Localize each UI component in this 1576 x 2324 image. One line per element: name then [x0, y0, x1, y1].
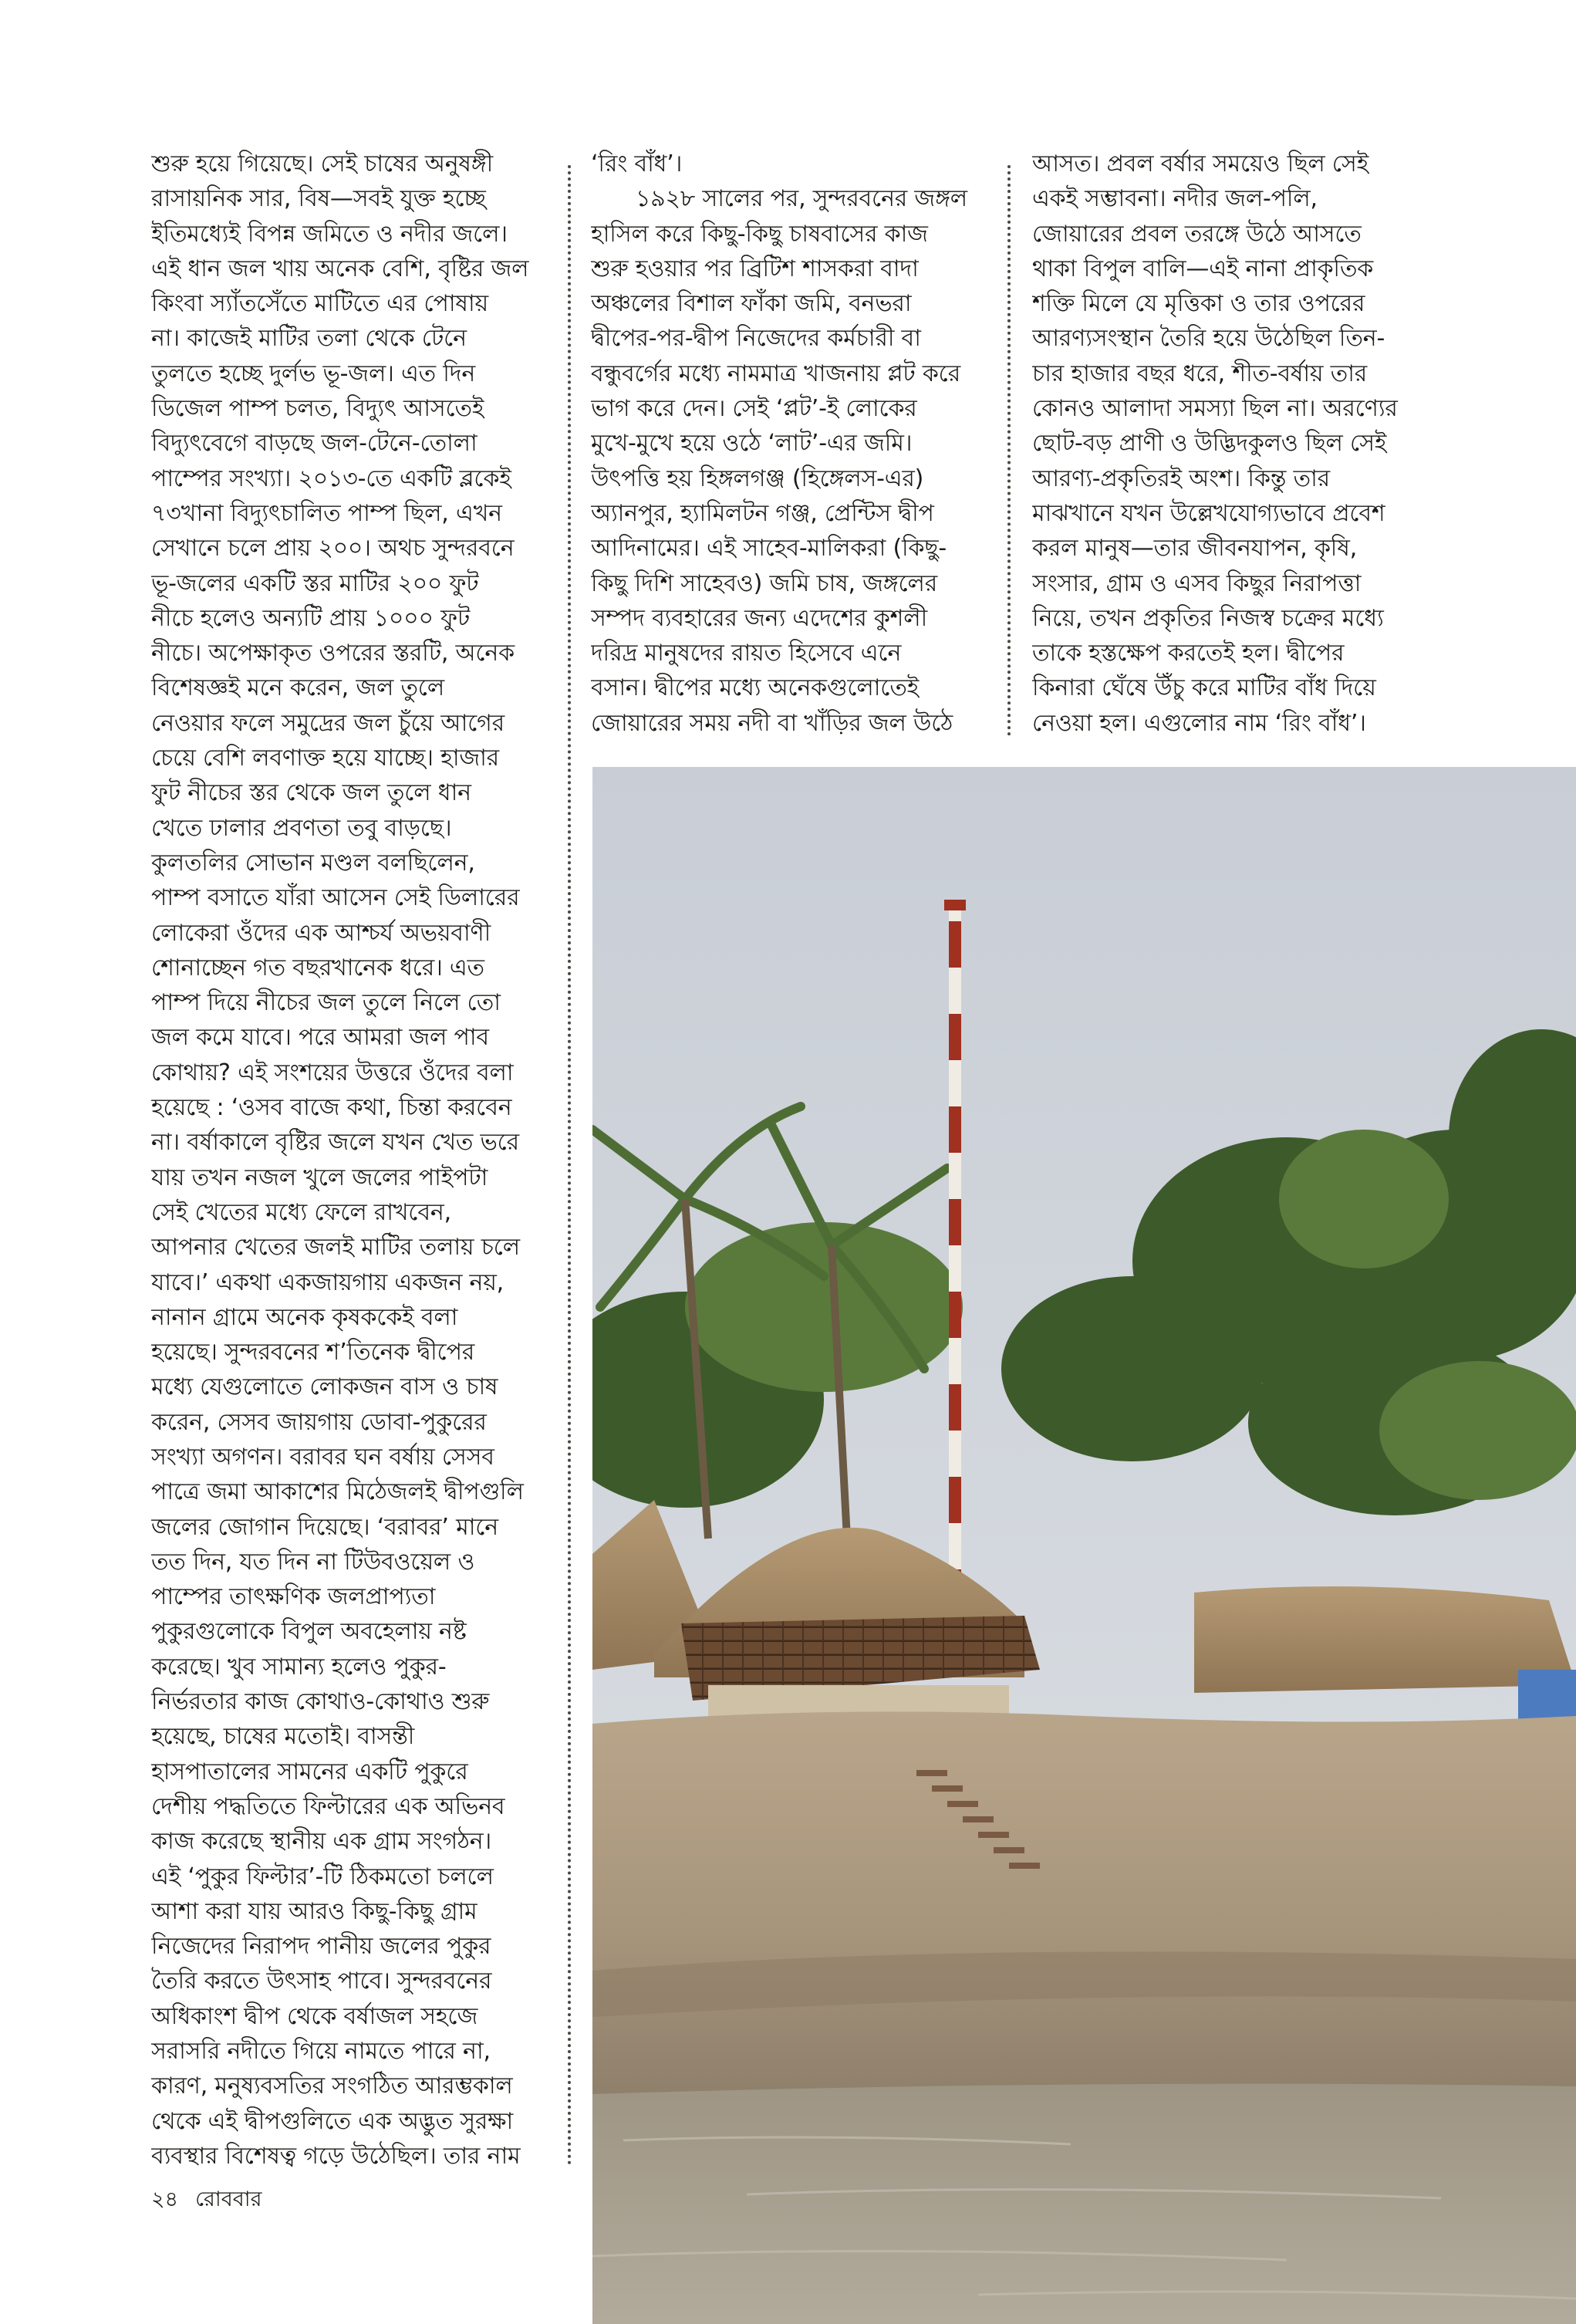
magazine-name: রোববার: [195, 2187, 262, 2211]
column1-line: নীচে। অপেক্ষাকৃত ওপরের স্তরটি, অনেক: [151, 640, 515, 667]
column1-line: সেই খেতের মধ্যে ফেলে রাখবেন,: [151, 1198, 451, 1226]
column1-line: সংখ্যা অগণন। বরাবর ঘন বর্ষায় সেসব: [151, 1443, 494, 1471]
column2-line: দ্বীপের-পর-দ্বীপ নিজেদের কর্মচারী বা: [591, 325, 921, 353]
column2-line: ভাগ করে দেন। সেই ‘প্লট’-ই লোকের: [591, 395, 917, 423]
column3-line: থাকা বিপুল বালি—এই নানা প্রাকৃতিক: [1032, 255, 1374, 282]
column1-line: কাজ করেছে স্থানীয় এক গ্রাম সংগঠন।: [151, 1828, 492, 1856]
column3-line: আরণ্য-প্রকৃতিরই অংশ। কিন্তু তার: [1032, 464, 1330, 492]
column1-line: যায় তখন নজল খুলে জলের পাইপটা: [151, 1164, 488, 1191]
column1-line: হাসপাতালের সামনের একটি পুকুরে: [151, 1758, 468, 1785]
column2-line: অ্যানপুর, হ্যামিলটন গঞ্জ, প্রেন্টিস দ্বীপ: [591, 499, 934, 527]
column1-line: অধিকাংশ দ্বীপ থেকে বর্ষাজল সহজে: [151, 2002, 478, 2030]
column1-line: পাত্রে জমা আকাশের মিঠেজলই দ্বীপগুলি: [151, 1478, 524, 1506]
column2-line: কিছু দিশি সাহেবও) জমি চাষ, জঙ্গলের: [591, 569, 938, 597]
column2-line: আদিনামের। এই সাহেব-মালিকরা (কিছু-: [591, 535, 947, 562]
column1-line: না। কাজেই মাটির তলা থেকে টেনে: [151, 325, 467, 353]
column1-line: ডিজেল পাম্প চলত, বিদ্যুৎ আসতেই: [151, 395, 484, 423]
column1-line: আশা করা যায় আরও কিছু-কিছু গ্রাম: [151, 1897, 478, 1925]
column2-line: দরিদ্র মানুষদের রায়ত হিসেবে এনে: [591, 640, 902, 667]
page-folio: [151, 2184, 278, 2218]
column1-line: দেশীয় পদ্ধতিতে ফিল্টারের এক অভিনব: [151, 1792, 505, 1820]
column1-line: পুকুরগুলোকে বিপুল অবহেলায় নষ্ট: [151, 1618, 467, 1646]
column1-line: খেতে ঢালার প্রবণতা তবু বাড়ছে।: [151, 814, 452, 842]
column1-line: বিশেষজ্ঞই মনে করেন, জল তুলে: [151, 674, 445, 702]
column1-line: সেখানে চলে প্রায় ২০০। অথচ সুন্দরবনে: [151, 535, 515, 562]
column1-line: তুলতে হচ্ছে দুর্লভ ভূ-জল। এত দিন: [151, 360, 476, 387]
column1-line: না। বর্ষাকালে বৃষ্টির জলে যখন খেত ভরে: [151, 1129, 519, 1157]
article-column-1: [151, 147, 552, 2174]
column1-line: তৈরি করতে উৎসাহ পাবে। সুন্দরবনের: [151, 1968, 492, 1995]
column-divider-1: [568, 165, 571, 2167]
column1-line: নেওয়ার ফলে সমুদ্রের জল চুঁয়ে আগের: [151, 709, 505, 737]
column-divider-2: [1007, 165, 1011, 736]
column3-line: শক্তি মিলে যে মৃত্তিকা ও তার ওপরের: [1032, 290, 1365, 318]
column1-line: নির্ভরতার কাজ কোথাও-কোথাও শুরু: [151, 1688, 490, 1716]
column2-line: জোয়ারের সময় নদী বা খাঁড়ির জল উঠে: [591, 709, 953, 737]
column1-line: সরাসরি নদীতে গিয়ে নামতে পারে না,: [151, 2038, 491, 2066]
column1-line: পাম্পের সংখ্যা। ২০১৩-তে একটি ব্লকেই: [151, 464, 511, 492]
column2-line: মুখে-মুখে হয়ে ওঠে ‘লাট’-এর জমি।: [591, 430, 913, 458]
column3-line: করল মানুষ—তার জীবনযাপন, কৃষি,: [1032, 535, 1358, 562]
article-column-2: [591, 147, 977, 741]
column1-line: হয়েছে, চাষের মতোই। বাসন্তী: [151, 1723, 415, 1751]
column1-line: হয়েছে। সুন্দরবনের শ’তিনেক দ্বীপের: [151, 1339, 475, 1366]
column3-line: কোনও আলাদা সমস্যা ছিল না। অরণ্যের: [1032, 395, 1398, 423]
column2-line: অঞ্চলের বিশাল ফাঁকা জমি, বনভরা: [591, 290, 912, 318]
article-column-3: [1032, 147, 1433, 741]
column2-line: সম্পদ ব্যবহারের জন্য এদেশের কুশলী: [591, 604, 927, 632]
column2-line: বসান। দ্বীপের মধ্যে অনেকগুলোতেই: [591, 674, 920, 702]
column1-line: হয়েছে : ‘ওসব বাজে কথা, চিন্তা করবেন: [151, 1094, 512, 1122]
column2-line: শুরু হওয়ার পর ব্রিটিশ শাসকরা বাদা: [591, 255, 919, 282]
column3-line: একই সম্ভাবনা। নদীর জল-পলি,: [1032, 185, 1318, 213]
column3-line: চার হাজার বছর ধরে, শীত-বর্ষায় তার: [1032, 360, 1368, 387]
column2-line: ‘রিং বাঁধ’।: [591, 150, 683, 177]
column1-line: জল কমে যাবে। পরে আমরা জল পাব: [151, 1024, 489, 1052]
column2-line: হাসিল করে কিছু-কিছু চাষবাসের কাজ: [591, 220, 928, 248]
column2-line: ১৯২৮ সালের পর, সুন্দরবনের জঙ্গল: [636, 185, 967, 213]
column1-line: ইতিমধ্যেই বিপন্ন জমিতে ও নদীর জলে।: [151, 220, 508, 248]
column1-line: পাম্প দিয়ে নীচের জল তুলে নিলে তো: [151, 989, 501, 1017]
column1-line: এই ‘পুকুর ফিল্টার’-টি ঠিকমতো চললে: [151, 1863, 494, 1890]
column3-line: তাকে হস্তক্ষেপ করতেই হল। দ্বীপের: [1032, 640, 1345, 667]
column1-line: জলের জোগান দিয়েছে। ‘বরাবর’ মানে: [151, 1513, 498, 1541]
page-number: ২৪: [151, 2187, 179, 2211]
column1-line: রাসায়নিক সার, বিষ—সবই যুক্ত হচ্ছে: [151, 185, 486, 213]
column3-line: কিনারা ঘেঁষে উঁচু করে মাটির বাঁধ দিয়ে: [1032, 674, 1376, 702]
sundarbans-photo: [592, 767, 1576, 2324]
column1-line: ৭৩খানা বিদ্যুৎচালিত পাম্প ছিল, এখন: [151, 499, 502, 527]
column1-line: মধ্যে যেগুলোতে লোকজন বাস ও চাষ: [151, 1373, 498, 1401]
column3-line: নিয়ে, তখন প্রকৃতির নিজস্ব চক্রের মধ্যে: [1032, 604, 1384, 632]
column1-line: আপনার খেতের জলই মাটির তলায় চলে: [151, 1234, 520, 1262]
column3-line: মাঝখানে যখন উল্লেখযোগ্যভাবে প্রবেশ: [1032, 499, 1385, 527]
column1-line: কোথায়? এই সংশয়ের উত্তরে ওঁদের বলা: [151, 1059, 514, 1086]
column1-line: পাম্প বসাতে যাঁরা আসেন সেই ডিলারের: [151, 884, 520, 912]
column2-line: বন্ধুবর্গের মধ্যে নামমাত্র খাজনায় প্লট করে: [591, 360, 961, 387]
column1-line: নিজেদের নিরাপদ পানীয় জলের পুকুর: [151, 1933, 491, 1961]
column1-line: করেছে। খুব সামান্য হলেও পুকুর-: [151, 1653, 447, 1681]
column1-line: ব্যবস্থার বিশেষত্ব গড়ে উঠেছিল। তার নাম: [151, 2142, 521, 2170]
column1-line: থেকে এই দ্বীপগুলিতে এক অদ্ভুত সুরক্ষা: [151, 2107, 513, 2135]
column1-line: কারণ, মনুষ্যবসতির সংগঠিত আরম্ভকাল: [151, 2072, 513, 2100]
column3-line: নেওয়া হল। এগুলোর নাম ‘রিং বাঁধ’।: [1032, 709, 1366, 737]
column1-line: বিদ্যুৎবেগে বাড়ছে জল-টেনে-তোলা: [151, 430, 478, 458]
column3-line: সংসার, গ্রাম ও এসব কিছুর নিরাপত্তা: [1032, 569, 1362, 597]
column3-line: আরণ্যসংস্থান তৈরি হয়ে উঠেছিল তিন-: [1032, 325, 1385, 353]
column1-line: নীচে হলেও অন্যটি প্রায় ১০০০ ফুট: [151, 604, 470, 632]
column1-line: চেয়ে বেশি লবণাক্ত হয়ে যাচ্ছে। হাজার: [151, 745, 499, 772]
column1-line: কুলতলির সোভান মণ্ডল বলছিলেন,: [151, 849, 475, 877]
column1-line: পাম্পের তাৎক্ষণিক জলপ্রাপ্যতা: [151, 1583, 436, 1611]
column1-line: তত দিন, যত দিন না টিউবওয়েল ও: [151, 1548, 475, 1576]
column1-line: শোনাচ্ছেন গত বছরখানেক ধরে। এত: [151, 954, 484, 981]
column2-line: উৎপত্তি হয় হিঙ্গলগঞ্জ (হিঙ্গেলস-এর): [591, 464, 924, 492]
column3-line: জোয়ারের প্রবল তরঙ্গে উঠে আসতে: [1032, 220, 1362, 248]
column1-line: কিংবা স্যাঁতসেঁতে মাটিতে এর পোষায়: [151, 290, 488, 318]
column3-line: আসত। প্রবল বর্ষার সময়েও ছিল সেই: [1032, 150, 1369, 177]
column1-line: করেন, সেসব জায়গায় ডোবা-পুকুরের: [151, 1408, 487, 1436]
column1-line: লোকেরা ওঁদের এক আশ্চর্য অভয়বাণী: [151, 919, 491, 947]
column1-line: শুরু হয়ে গিয়েছে। সেই চাষের অনুষঙ্গী: [151, 150, 494, 177]
column1-line: এই ধান জল খায় অনেক বেশি, বৃষ্টির জল: [151, 255, 529, 282]
column1-line: ভূ-জলের একটি স্তর মাটির ২০০ ফুট: [151, 569, 479, 597]
column1-line: ফুট নীচের স্তর থেকে জল তুলে ধান: [151, 779, 471, 807]
column3-line: ছোট-বড় প্রাণী ও উদ্ভিদকুলও ছিল সেই: [1032, 430, 1387, 458]
column1-line: নানান গ্রামে অনেক কৃষককেই বলা: [151, 1303, 458, 1331]
column1-line: যাবে।’ একথা একজায়গায় একজন নয়,: [151, 1268, 505, 1296]
